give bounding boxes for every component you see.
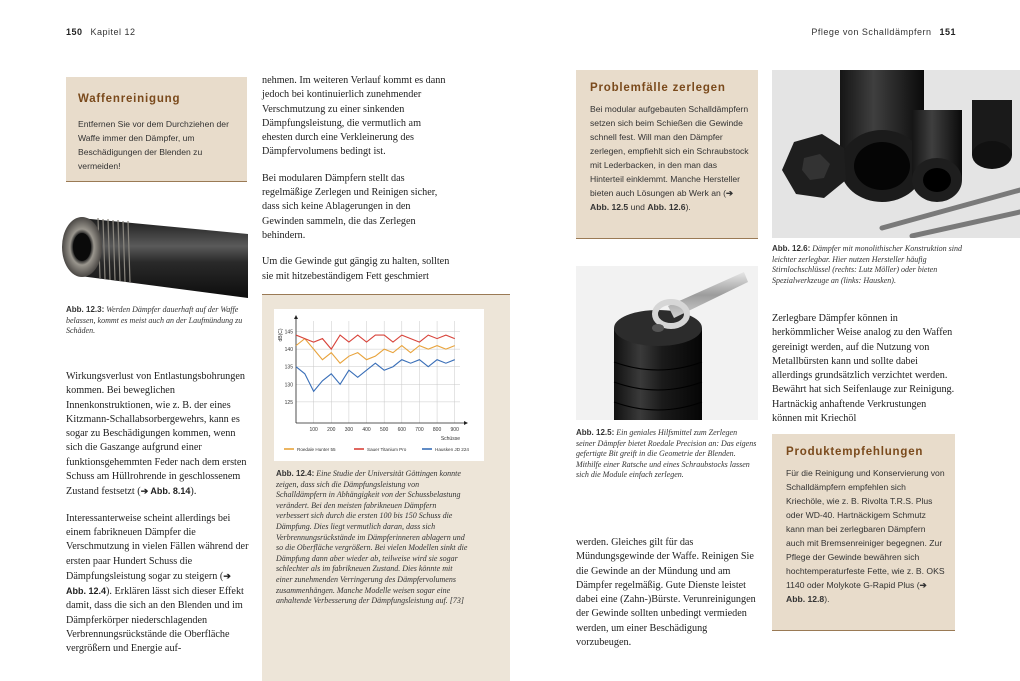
produktempfehlungen-box [772, 434, 955, 631]
problemfaelle-text [590, 102, 750, 214]
y-axis-arrow [294, 315, 298, 319]
waffenreinigung-title: Waffenreinigung [78, 93, 181, 105]
column-1-para1-text: Wirkungsverlust von Entlastungsbohrungen kommen. Bei beweglichen Innenkonstruktionen, wie z. B. der eines Kitzmann-Schallabsorbergewehrs, kann es sogar zu Beschädigungen kommen, wenn sich die Gaszange aufgrund einer funktionsgehemmten Feder nach dem ersten Schuss am Hüllrohrende in geschlossenem Zustand festsetzt ( [66, 371, 247, 498]
right-page-number: 151 [939, 27, 956, 37]
x-tick-label: 100 [309, 427, 318, 433]
left-running-header [66, 27, 136, 37]
figure-12-3-caption-text: Werden Dämpfer dauerhaft auf der Waffe belassen, kommt es meist auch an der Laufmündung zu Schäden. [66, 305, 243, 336]
waffenreinigung-box [66, 77, 247, 182]
x-tick-label: 700 [415, 427, 424, 433]
figure-12-6-label: Abb. 12.6: [772, 244, 811, 253]
x-tick-label: 400 [362, 427, 371, 433]
column-1-para2-end: ). Erklären lässt sich dieser Effekt damit, dass die sich an den Blenden und im Dämpferkörper niederschlagenden Verbrennungsrückstände die Oberfläche vergrößern und Energie auf- [66, 586, 244, 655]
column-4-body [772, 312, 956, 438]
produktempfehlungen-text-body: Für die Reinigung und Konservierung von Schalldämpfern empfehlen sich Kriechöle, wie z. B. Rivolta T.R.S. Plus oder WD-40. Hartnäckigem Schmutz kann man bei zerlegbaren Dämpfern auch mit Bremsenreiniger begegnen. Zur Pflege der Gewinde bewähren sich hochtemperaturfeste Fette, wie z. B. OKS 1140 oder Molykote G-Rapid Plus ( [786, 468, 945, 590]
column-2-body [262, 74, 452, 296]
column-3-paragraph: werden. Gleiches gilt für das Mündungsgewinde der Waffe. Reinigen Sie die Gewinde an der Mündung und am Dämpfer regelmäßig. Gute Dienste leistet dabei eine (Zahn-)Bürste. Verunreinigungen der Gewinde sollten unbedingt vermieden werden, um einer Beschädigung vorzubeugen. [576, 537, 756, 649]
produktempfehlungen-title: Produktempfehlungen [786, 446, 924, 458]
damping-chart-svg [274, 309, 484, 461]
column-1-para1-end: ). [190, 486, 197, 498]
problemfaelle-text-body: Bei modular aufgebauten Schalldämpfern setzen sich beim Schießen die Gewinde schnell fest. Will man den Dämpfer zerlegen, empfiehlt sich ein Schraubstock mit Lederbacken, in den man das Hinterteil einklemmt. Manche Hersteller bieten auch Lösungen ab Werk an ( [590, 104, 749, 198]
legend-label: Roedale Hunter 55 [297, 447, 336, 452]
y-axis-label: dB(C) [278, 328, 284, 342]
x-tick-label: 600 [397, 427, 406, 433]
figure-12-4-label: Abb. 12.4: [276, 469, 315, 478]
chapter-label: Kapitel 12 [90, 27, 136, 37]
figure-12-4-panel [262, 294, 510, 681]
figure-12-5-caption-text: Ein geniales Hilfsmittel zum Zerlegen seiner Dämpfer bietet Roedale Precision an: Das eigens gefertigte Bit greift in die Geometrie der Blenden. Mithilfe einer Ratsche und eines Schraubstocks lassen sich die Module einfach zerlegen. [576, 428, 757, 480]
legend-label: Hausken JD 224 [435, 447, 469, 452]
series-line-hausken-jd-224 [296, 360, 455, 392]
x-tick-label: 300 [344, 427, 354, 433]
problemfaelle-box [576, 70, 758, 239]
x-tick-label: 200 [327, 427, 336, 433]
x-axis-arrow [464, 421, 468, 425]
series-line-roedale-hunter-55 [296, 339, 455, 364]
figure-ref-12-5[interactable]: ➔ Abb. 12.5 [590, 188, 734, 212]
figure-ref-12-4[interactable]: ➔ Abb. 12.4 [66, 570, 231, 597]
x-tick-label: 500 [380, 427, 389, 433]
series-line-sauer-titanium-pro [296, 335, 455, 349]
produktempfehlungen-text-end: ). [824, 594, 830, 604]
figure-12-3-label: Abb. 12.3: [66, 305, 105, 314]
problemfaelle-text-mid: und [628, 202, 648, 212]
column-1-para2-text: Interessanterweise scheint allerdings bei einem fabrikneuen Dämpfer die Verschmutzung in vielen Fällen während der ersten paar Hundert Schuss die Dämpfungsleistung sogar zu steigern ( [66, 512, 249, 582]
column-3-body [576, 536, 760, 662]
column-1-body [66, 370, 249, 669]
figure-12-5-caption [576, 428, 758, 481]
figure-ref-8-14[interactable]: ➔ Abb. 8.14 [140, 486, 191, 497]
y-tick-label: 125 [284, 399, 293, 406]
figure-ref-12-8[interactable]: ➔ Abb. 12.8 [786, 580, 927, 604]
column-4-paragraph: Zerlegbare Dämpfer können in herkömmlicher Weise analog zu den Waffen gereinigt werden, auf die Nutzung von Metallbürsten kann und sollte dabei allerdings grundsätzlich verzichtet werden. Bewährt hat sich Seifenlauge zur Reinigung. Hartnäckig anhaftende Verkrustungen können mit Kriechöl [772, 313, 955, 425]
column-2-paragraph: Um die Gewinde gut gängig zu halten, sollten sie mit hitzebeständigem Fett geschmiert [262, 256, 450, 282]
right-running-header [811, 27, 956, 37]
figure-12-3-caption [66, 305, 246, 337]
x-tick-label: 800 [432, 427, 442, 433]
y-tick-label: 145 [284, 329, 293, 336]
damping-chart [274, 309, 484, 461]
y-tick-label: 135 [284, 364, 293, 371]
legend-label: Sauer Titanium Pro [367, 447, 407, 452]
x-axis-label: Schüsse [440, 436, 460, 442]
section-title: Pflege von Schalldämpfern [811, 27, 932, 37]
disassembled-silencer-photo [772, 70, 1020, 238]
column-1-paragraph [66, 512, 249, 657]
problemfaelle-title: Problemfälle zerlegen [590, 82, 726, 94]
left-page-number: 150 [66, 27, 83, 37]
problemfaelle-text-end: ). [685, 202, 691, 212]
wrench-silencer-photo [576, 266, 758, 420]
column-1-paragraph [66, 370, 249, 500]
column-2-paragraph: nehmen. Im weiteren Verlauf kommt es dann jedoch bei kontinuierlich zunehmender Verschmutzung zu einer sinkenden Dämpfungsleistung, die vermutlich am ehesten durch eine Verkleinerung des Dämpfervolumens bedingt ist. [262, 75, 446, 158]
figure-ref-12-6[interactable]: Abb. 12.6 [647, 202, 686, 212]
figure-12-4-caption [276, 469, 468, 607]
figure-12-6-caption-text: Dämpfer mit monolithischer Konstruktion sind leichter zerlegbar. Hier nutzen Hersteller häufig Stirnlochschlüssel (rechts: Lutz Möller) oder bieten Spezialwerkzeuge an (links: Hausken). [772, 244, 963, 285]
y-tick-label: 140 [284, 347, 293, 354]
produktempfehlungen-text [786, 466, 946, 606]
column-2-paragraph: Bei modularen Dämpfern stellt das regelmäßige Zerlegen und Reinigen sicher, dass sich keine Ablagerungen in den Gewinden sammeln, die das Zerlegen behindern. [262, 172, 438, 241]
figure-12-5-label: Abb. 12.5: [576, 428, 615, 437]
figure-12-6-caption [772, 244, 962, 286]
barrel-muzzle-photo [60, 196, 248, 302]
waffenreinigung-text: Entfernen Sie vor dem Durchziehen der Waffe immer den Dämpfer, um Beschädigungen der Blenden zu vermeiden! [78, 119, 229, 171]
figure-12-4-caption-text: Eine Studie der Universität Göttingen konnte zeigen, dass sich die Dämpfungsleistung von Schalldämpfern in Abhängigkeit von der Schussbelastung verändert. Bei den meisten fabrikneuen Dämpfern verbessert sich durch die ersten 100 bis 150 Schuss die Dämpfung. Dies liegt vermutlich daran, dass sich Verbrennungsrückstände im Dämpferinneren ablagern und so die Oberfläche vergrößern. Bei vielen Modellen sinkt die Dämpfung dann aber wieder ab, teilweise wird sie sogar schlechter als im fabrikneuen Zustand. Dies könnte mit einer zunehmenden Verringerung des Dämpfervolumens zusammenhängen. Manche Modelle weisen sogar eine anhaltende Verbesserung der Dämpfungsleistung auf. [73] [276, 469, 468, 606]
y-tick-label: 130 [284, 382, 293, 389]
x-tick-label: 900 [450, 427, 459, 433]
